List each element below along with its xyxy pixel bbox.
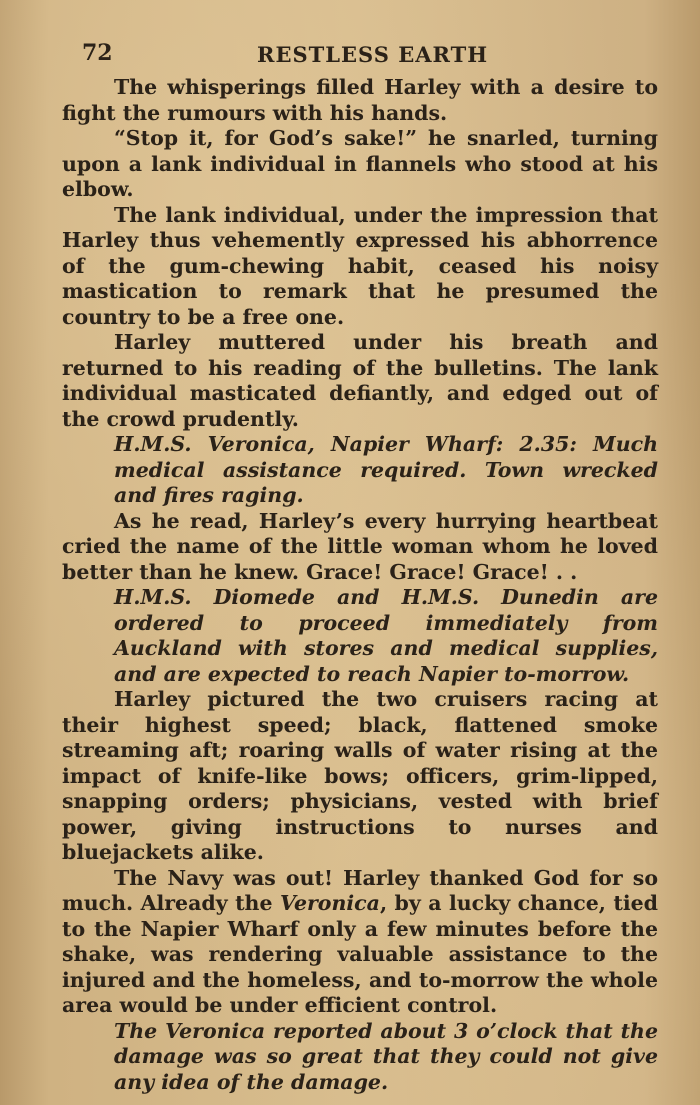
- paragraph: “Stop it, for God’s sake!” he snarled, turning upon a lank individual in flannels who stood at his elbow.: [62, 126, 658, 201]
- bulletin-quote: H.M.S. Veronica, Napier Wharf: 2.35: Much medical assistance required. Town wrecked and fires raging.: [114, 432, 658, 507]
- running-head: RESTLESS EARTH: [257, 42, 489, 67]
- page-number: 72: [82, 40, 113, 66]
- ship-name-italic: Veronica: [279, 891, 380, 915]
- page-header: [82, 40, 662, 70]
- body-text: [62, 75, 658, 1095]
- paragraph-text: , by a lucky chance, tied to the Napier Wharf only a few minutes before the shake, was rendering valuable assistance to the injured and the homeless, and to-morrow the whole area would be under efficient control.: [62, 891, 658, 1017]
- paragraph: [62, 866, 658, 1019]
- paragraph: Harley muttered under his breath and returned to his reading of the bulletins. The lank individual masticated defiantly, and edged out of the crowd prudently.: [62, 330, 658, 431]
- bulletin-quote: H.M.S. Diomede and H.M.S. Dunedin are ordered to proceed immediately from Auckland with stores and medical supplies, and are expected to reach Napier to-morrow.: [114, 585, 658, 686]
- paragraph: The lank individual, under the impression that Harley thus vehemently expressed his abhorrence of the gum-chewing habit, ceased his noisy mastication to remark that he presumed the country to be a free one.: [62, 202, 658, 329]
- paragraph-text: The Navy was out! Harley thanked God for so much. Already the: [62, 865, 658, 915]
- paragraph: The whisperings filled Harley with a desire to fight the rumours with his hands.: [62, 75, 658, 125]
- paragraph: Harley pictured the two cruisers racing at their highest speed; black, flattened smoke streaming aft; roaring walls of water rising at the impact of knife-like bows; officers, grim-lipped, snapping orders; physicians, vested with brief power, giving instructions to nurses and bluejackets alike.: [62, 687, 658, 864]
- paragraph: As he read, Harley’s every hurrying heartbeat cried the name of the little woman whom he loved better than he knew. Grace! Grace! Grace! . .: [62, 508, 658, 584]
- bulletin-quote: The Veronica reported about 3 o’clock that the damage was so great that they could not give any idea of the damage.: [114, 1018, 658, 1094]
